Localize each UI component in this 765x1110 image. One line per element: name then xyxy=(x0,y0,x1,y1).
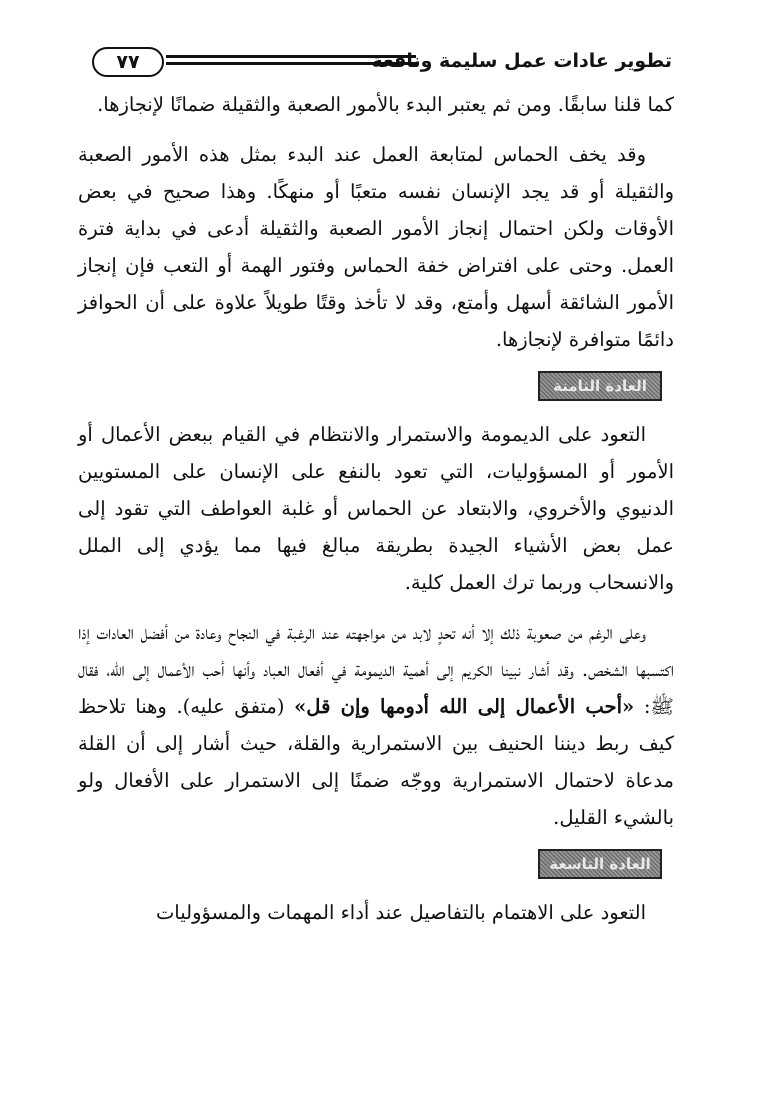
paragraph: التعود على الديمومة والاستمرار والانتظام في القيام ببعض الأعمال أو الأمور أو المسؤوليات، التي تعود بالنفع على الإنسان على المستويين الدنيوي والأخروي، والابتعاد عن الحماس أو غلبة العواطف التي تقود إلى عمل بعض الأشياء الجيدة بطريقة مبالغ فيها مما يؤدي إلى الملل والانسحاب وربما ترك العمل كلية. xyxy=(78,423,674,594)
hadith-text-after: (متفق عليه). وهنا تلاحظ كيف ربط ديننا الحنيف بين الاستمرارية والقلة، حيث أشار إلى أن القلة مدعاة لاحتمال الاستمرارية ووجّه ضمنًا إلى الاستمرار على الأفعال ولو بالشيء القليل. xyxy=(78,695,674,829)
running-title: تطوير عادات عمل سليمة ونافعة xyxy=(371,50,672,72)
running-header xyxy=(92,44,672,84)
paragraph: وقد يخف الحماس لمتابعة العمل عند البدء بمثل هذه الأمور الصعبة والثقيلة أو قد يجد الإنسان نفسه متعبًا أو منهكًا. وهذا صحيح في بعض الأوقات ولكن احتمال إنجاز الأمور الصعبة والثقيلة أدعى في بداية فترة العمل. وحتى على افتراض خفة الحماس وفتور الهمة أو التعب فإن إنجاز الأمور الشائقة أسهل وأمتع، وقد لا تأخذ وقتًا طويلاً علاوة على أن الحوافز دائمًا متوافرة لإنجازها. xyxy=(78,143,674,351)
section-heading-row xyxy=(78,842,674,886)
body-text xyxy=(78,86,674,931)
paragraph-hadith xyxy=(78,614,674,836)
section-heading-eighth-habit: العادة الثامنة xyxy=(538,371,662,401)
paragraph-continuation: كما قلنا سابقًا. ومن ثم يعتبر البدء بالأمور الصعبة والثقيلة ضمانًا لإنجازها. xyxy=(97,93,674,116)
section-heading-row xyxy=(78,364,674,408)
page-number: ٧٧ xyxy=(92,47,164,77)
hadith-text-before: وعلى الرغم من صعوبة ذلك إلا أنه تحدٍ لابد من مواجهته عند الرغبة في النجاح وعادة من أفضل العادات إذا اكتسبها الشخص. وقد أشار نبينا الكريم إلى أهمية الديمومة في أفعال العباد وأنها أحب الأعمال إلى الله، فقال ﷺ: xyxy=(78,621,674,718)
paragraph: التعود على الاهتمام بالتفاصيل عند أداء المهمات والمسؤوليات xyxy=(155,901,646,924)
section-heading-ninth-habit: العادة التاسعة xyxy=(538,849,662,879)
hadith-quote: «أحب الأعمال إلى الله أدومها وإن قل» xyxy=(294,695,635,718)
